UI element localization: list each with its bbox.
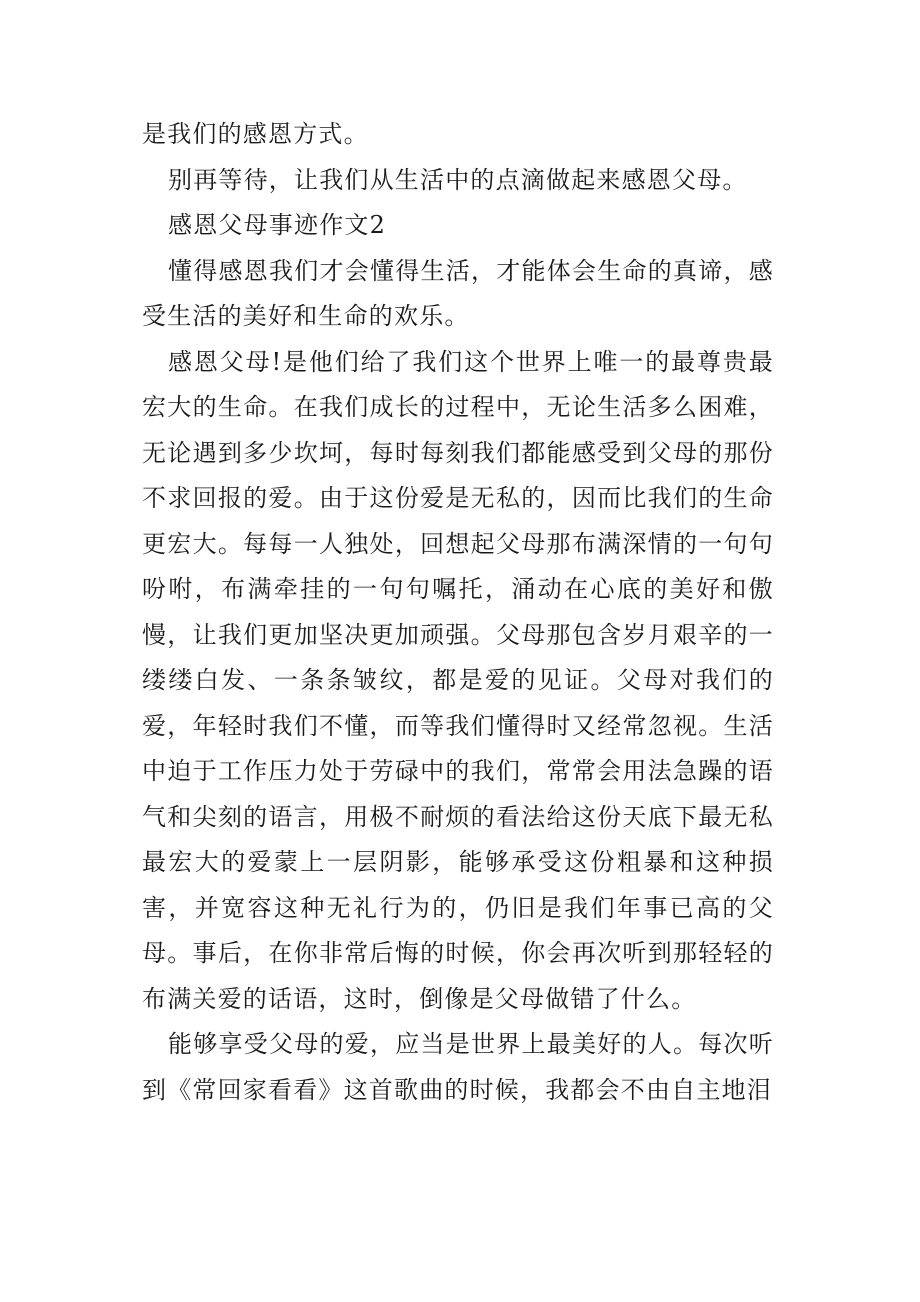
paragraph-call-to-action: 别再等待，让我们从生活中的点滴做起来感恩父母。 <box>168 165 748 194</box>
paragraph-main: 感恩父母!是他们给了我们这个世界上唯一的最尊贵最宏大的生命。在我们成长的过程中，无论生活多么困难，无论遇到多少坎坷，每时每刻我们都能感受到父母的那份不求回报的爱。由于这份爱是无私的，因而比我们的生命更宏大。每每一人独处，回想起父母那布满深情的一句句吩咐，布满牵挂的一句句嘱托，涌动在心底的美好和傲慢，让我们更加坚决更加顽强。父母那包含岁月艰辛的一缕缕白发、一条条皱纹，都是爱的见证。父母对我们的爱，年轻时我们不懂，而等我们懂得时又经常忽视。生活中迫于工作压力处于劳碌中的我们，常常会用法急躁的语气和尖刻的语言，用极不耐烦的看法给这份天底下最无私最宏大的爱蒙上一层阴影，能够承受这份粗暴和这种损害，并宽容这种无礼行为的，仍旧是我们年事已高的父母。事后，在你非常后悔的时候，你会再次听到那轻轻的布满关爱的话语，这时，倒像是父母做错了什么。 <box>142 347 774 1013</box>
essay-title: 感恩父母事迹作文2 <box>168 211 387 239</box>
paragraph-continuation: 是我们的感恩方式。 <box>142 120 369 148</box>
article-body <box>142 112 774 1113</box>
paragraph-closing: 能够享受父母的爱，应当是世界上最美好的人。每次听到《常回家看看》这首歌曲的时候，我都会不由自主地泪 <box>142 1030 774 1104</box>
paragraph-intro: 懂得感恩我们才会懂得生活，才能体会生命的真谛，感受生活的美好和生命的欢乐。 <box>142 256 774 330</box>
